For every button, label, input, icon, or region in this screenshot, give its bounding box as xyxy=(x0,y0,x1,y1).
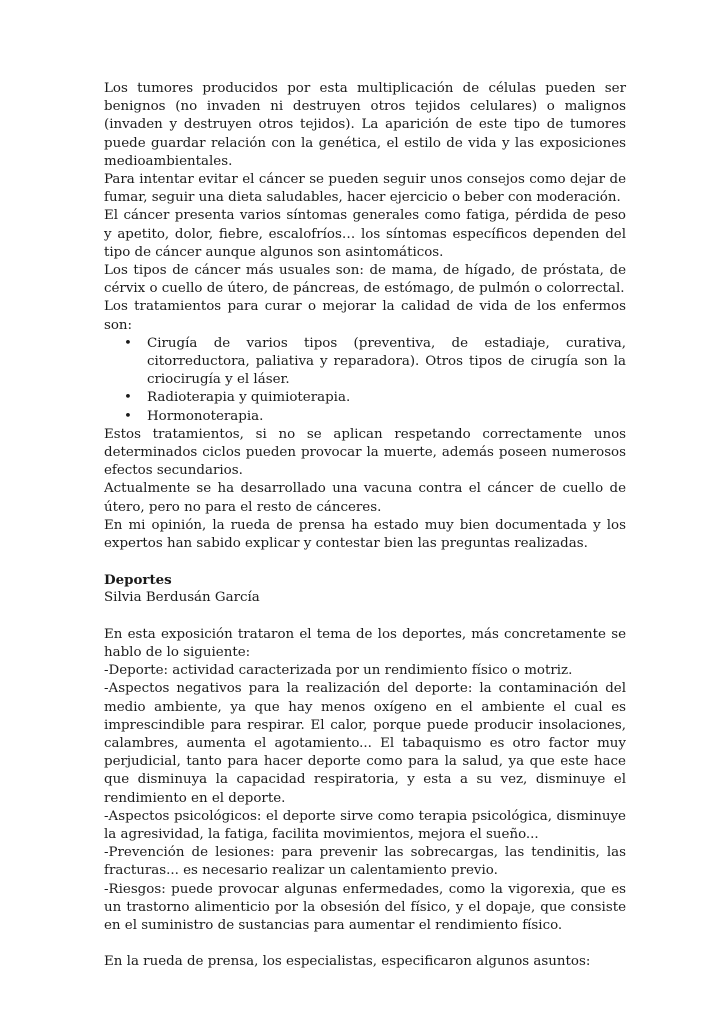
paragraph-tumores: Los tumores producidos por esta multiplicación de células pueden ser benignos (no invaden ni destruyen otros tejidos celulares) o malignos (invaden y destruyen otros tejidos). La aparición de este tipo de tumores puede guardar relación con la genética, el estilo de vida y las exposiciones medioambientales. xyxy=(104,81,626,169)
list-item-text: Radioterapia y quimioterapia. xyxy=(147,390,351,406)
paragraph-sintomas: El cáncer presenta varios síntomas generales como fatiga, pérdida de peso y apetito, dolor, fiebre, escalofríos… los síntomas específicos dependen del tipo de cáncer aunque algunos son asintomáticos. xyxy=(104,208,626,260)
paragraph-aspectos-psicologicos: -Aspectos psicológicos: el deporte sirve como terapia psicológica, disminuye la agresividad, la fatiga, facilita movimientos, mejora el sueño... xyxy=(104,808,626,842)
list-item xyxy=(104,389,626,407)
bullet-icon: • xyxy=(124,335,132,351)
document-page xyxy=(104,80,626,971)
bullet-icon: • xyxy=(124,390,132,406)
paragraph-opinion: En mi opinión, la rueda de prensa ha estado muy bien documentada y los expertos han sabido explicar y contestar bien las preguntas realizadas. xyxy=(104,517,626,552)
section-author: Silvia Berdusán García xyxy=(104,590,260,606)
paragraph-prevencion-lesiones: -Prevención de lesiones: para prevenir las sobrecargas, las tendinitis, las fracturas... es necesario realizar un calentamiento previo. xyxy=(104,845,626,879)
paragraph-prevencion-cancer: Para intentar evitar el cáncer se pueden seguir unos consejos como dejar de fumar, seguir una dieta saludables, hacer ejercicio o beber con moderación. xyxy=(104,172,626,206)
paragraph-riesgos: -Riesgos: puede provocar algunas enfermedades, como la vigorexia, que es un trastorno alimenticio por la obsesión del físico, y el dopaje, que consiste en el suministro de sustancias para aumentar el rendimiento físico. xyxy=(104,881,626,933)
paragraph-tratamientos-intro: Los tratamientos para curar o mejorar la calidad de vida de los enfermos son: xyxy=(104,299,626,333)
list-item xyxy=(104,335,626,390)
paragraph-aspectos-negativos: -Aspectos negativos para la realización del deporte: la contaminación del medio ambiente, ya que hay menos oxígeno en el ambiente el cual es imprescindible para respirar. El calor, porque puede producir insolaciones, calambres, aumenta el agotamiento... El tabaquismo es otro factor muy perjudicial, tanto para hacer deporte como para la salud, ya que este hace que disminuya la capacidad respiratoria, y esta a su vez, disminuye el rendimiento en el deporte. xyxy=(104,681,626,806)
list-item-text: Cirugía de varios tipos (preventiva, de estadiaje, curativa, citorreductora, paliativa y reparadora). Otros tipos de cirugía son la criocirugía y el láser. xyxy=(147,335,626,388)
paragraph-vacuna: Actualmente se ha desarrollado una vacuna contra el cáncer de cuello de útero, pero no para el resto de cánceres. xyxy=(104,481,626,515)
list-item xyxy=(104,408,626,426)
paragraph-deporte-definicion: -Deporte: actividad caracterizada por un rendimiento físico o motriz. xyxy=(104,663,573,679)
paragraph-deportes-intro: En esta exposición trataron el tema de los deportes, más concretamente se hablo de lo siguiente: xyxy=(104,626,626,660)
paragraph-efectos-secundarios: Estos tratamientos, si no se aplican respetando correctamente unos determinados ciclos pueden provocar la muerte, además poseen numerosos efectos secundarios. xyxy=(104,426,626,479)
paragraph-rueda-prensa: En la rueda de prensa, los especialistas, especificaron algunos asuntos: xyxy=(104,954,591,970)
spacer xyxy=(104,553,626,571)
treatment-list xyxy=(104,335,626,426)
list-item-text: Hormonoterapia. xyxy=(147,408,264,424)
paragraph-tipos-cancer: Los tipos de cáncer más usuales son: de mama, de hígado, de próstata, de cérvix o cuello de útero, de páncreas, de estómago, de pulmón o colorrectal. xyxy=(104,263,626,297)
spacer xyxy=(104,608,626,626)
bullet-icon: • xyxy=(124,408,132,424)
spacer xyxy=(104,935,626,953)
section-title: Deportes xyxy=(104,572,172,589)
